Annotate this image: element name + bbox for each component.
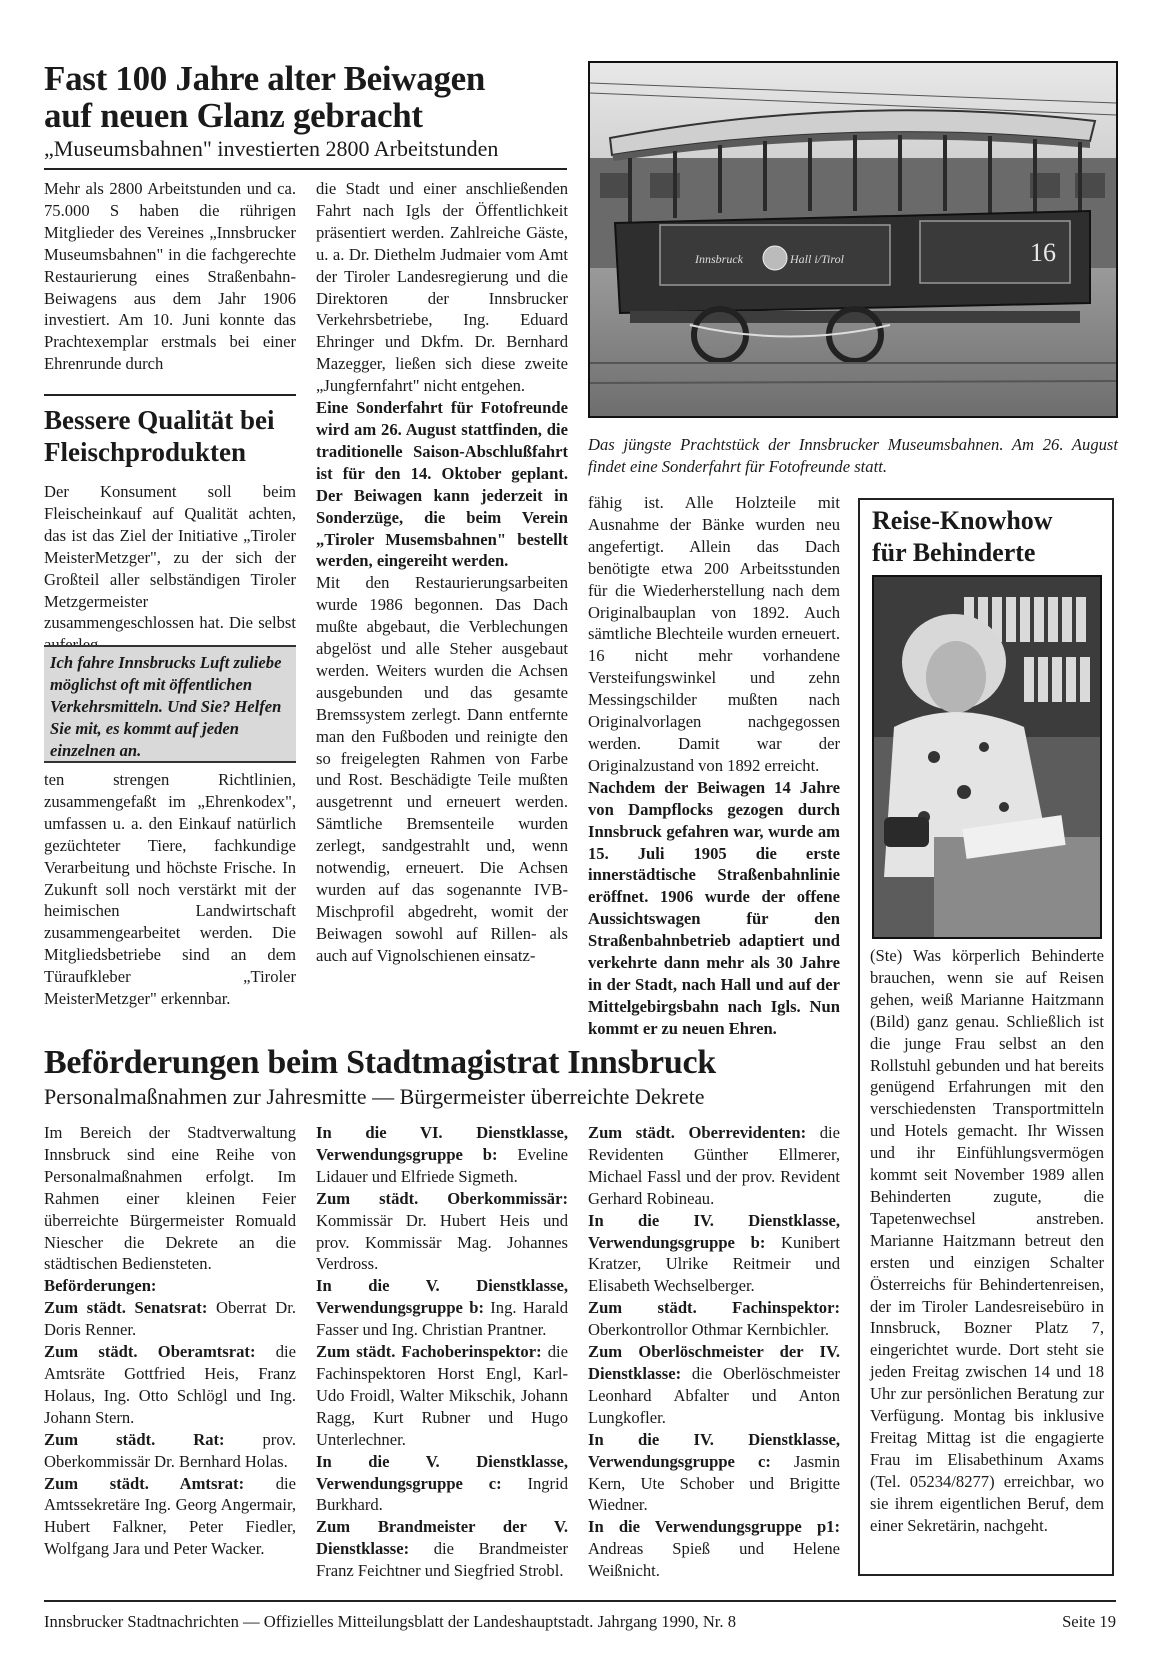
tram-photo-caption: Das jüngste Prachtstück der Innsbrucker Museumsbahnen. Am 26. August findet eine Sonderfahrt für Fotofreunde statt. — [588, 435, 1118, 476]
sidebar-title-line1: Reise-Knowhow — [872, 506, 1053, 535]
tram-number: 16 — [1030, 238, 1056, 267]
article1-title-line1: Fast 100 Jahre alter Beiwagen — [44, 59, 486, 98]
entry-text: die Amtsräte Gottfried Heis, Franz Holaus, Ing. Otto Schlögl und Ing. Johann Stern. — [44, 1342, 296, 1427]
portrait-photo — [872, 575, 1102, 939]
article2-title-line2: Fleischprodukten — [44, 437, 247, 467]
entry-label: In die IV. Dienstklasse, Verwendungsgruppe b: — [588, 1210, 840, 1252]
tram-sign-right: Hall i/Tirol — [790, 252, 844, 266]
entry-label: Zum städt. Fachinspektor: — [588, 1298, 840, 1318]
article2-body-a — [44, 481, 296, 656]
entry-label: Zum städt. Oberamtsrat: — [44, 1342, 256, 1362]
footer-rule — [44, 1600, 1116, 1602]
article3-col3-entry — [588, 1341, 840, 1429]
article3-col2 — [316, 1122, 568, 1582]
entry-text: die Revidenten Günther Ellmerer, Michael Fassl und der prov. Revident Gerhard Robineau. — [588, 1123, 840, 1208]
tram-photo — [588, 61, 1118, 418]
article3-col3 — [588, 1122, 840, 1582]
article3-title: Beförderungen beim Stadtmagistrat Innsbruck — [44, 1044, 716, 1081]
entry-text: die Amtssekretäre Ing. Georg Angermair, Hubert Falkner, Peter Fiedler, Wolfgang Jara und Peter Wacker. — [44, 1473, 297, 1559]
entry-text: die Fachinspektoren Horst Engl, Karl-Udo Froidl, Walter Mikschik, Johann Ragg, Kurt Rubner und Hugo Unterlechner. — [316, 1342, 568, 1449]
article3-col3-entry — [588, 1122, 840, 1210]
coat-of-arms-icon — [763, 246, 787, 270]
article2-body-b — [44, 769, 296, 1010]
sidebar-body-text: (Ste) Was körperlich Behinderte brauchen, wenn sie auf Reisen gehen, weiß Marianne Haitzmann (Bild) ganz genau. Schließlich ist die junge Frau selbst an den Rollstuhl gebunden und hat bereits genügend Erfahrungen mit den verschiedensten Transportmitteln und Hotels gemacht. Ihr Wissen und ihr Einfühlungsvermögen kommt seit November 1989 allen Behinderten zugute, die Tapetenwechsel anstreben. Marianne Haitzmann betreut den ersten und einzigen Schalter Österreichs für Behindertenreisen, der im Tiroler Landesreisebüro in Innsbruck, Bozner Platz 7, eingerichtet wurde. Dort steht sie jeden Freitag zwischen 14 und 18 Uhr zur persönlichen Beratung zur Verfügung. Montag bis inklusive Freitag Mittag ist die engagierte Frau im Elisabethinum Axams (Tel. 05234/8277) erreichbar, wo sie ihrem eigentlichen Beruf, dem einer Sekretärin, nachgeht. — [870, 946, 1104, 1535]
sidebar-body — [870, 945, 1104, 1536]
article2-title-line1: Bessere Qualität bei — [44, 405, 275, 435]
entry-text: Eveline Lidauer und Elfriede Sigmeth. — [316, 1144, 568, 1186]
entry-text: Jasmin Kern, Ute Schober und Brigitte Wiedner. — [588, 1451, 840, 1515]
entry-label: In die Verwendungsgruppe p1: — [588, 1517, 840, 1537]
article1-col2-bold — [316, 397, 568, 572]
entry-label: Zum Brandmeister der V. Dienstklasse: — [316, 1517, 568, 1559]
article1-col1-text: Mehr als 2800 Arbeitstunden und ca. 75.000 S haben die rührigen Mitglieder des Vereines „Innsbrucker Museumsbahnen" in die fachgerechte Restaurierung eines Straßenbahn-Beiwagens aus dem Jahr 1906 investiert. Am 10. Juni konnte das Prachtexemplar erstmals bei einer Ehrenrunde durch — [44, 179, 296, 374]
entry-text: Oberkontrollor Othmar Kernbichler. — [588, 1320, 829, 1340]
entry-label: Zum städt. Amtsrat: — [44, 1473, 245, 1493]
entry-text: die Oberlöschmeister Leonhard Abfalter und Anton Lungkofler. — [588, 1363, 840, 1427]
article2-title — [44, 404, 296, 468]
entry-label: In die V. Dienstklasse, Verwendungsgruppe c: — [316, 1451, 568, 1493]
article3-col2-entry — [316, 1341, 568, 1451]
article3-col2-entry — [316, 1122, 568, 1188]
article1-col2-text-b: Mit den Restaurierungsarbeiten wurde 1986 begonnen. Das Dach mußte abgebaut, die Verblechungen abgelöst und alle Steher ausgebaut werden. Weiters wurden die Achsen ausgebunden und das gesamte Bremssystem zerlegt. Dann entfernte man den Fußboden und reinigte den so freigelegten Rahmen von Farbe und Rost. Beschädigte Teile mußten ausgetrennt und erneuert werden. Sämtliche Bremsenteile wurden zerlegt, sandgestrahlt und, wenn notwendig, erneuert. Die Achsen wurden auf das sogenannte IVB-Mischprofil abgedreht, womit der Beiwagen sowohl auf Rillen- als auch auf Vignolschienen einsatz- — [316, 573, 568, 965]
entry-label: Zum städt. Oberkommissär: — [316, 1188, 568, 1208]
article3-col2-entry — [316, 1188, 568, 1276]
article1-col2 — [316, 178, 568, 967]
article1-col1 — [44, 178, 296, 375]
entry-label: Zum Oberlöschmeister der IV. Dienstklasse: — [588, 1342, 840, 1383]
entry-text: Oberrat Dr. Doris Renner. — [44, 1298, 297, 1340]
article1-title-line2: auf neuen Glanz gebracht — [44, 96, 423, 135]
tram-illustration — [590, 63, 1116, 416]
article3-col1-entry — [44, 1297, 296, 1341]
entry-label: In die V. Dienstklasse, Verwendungsgruppe b: — [316, 1276, 568, 1318]
article3-heading — [44, 1275, 296, 1297]
article3-col1-entry — [44, 1341, 296, 1429]
article3-subtitle: Personalmaßnahmen zur Jahresmitte — Bürgermeister überreichte Dekrete — [44, 1084, 705, 1109]
article3-col2-entry — [316, 1516, 568, 1582]
entry-text: Andreas Spieß und Helene Weißnicht. — [588, 1539, 840, 1581]
article3-col3-entry — [588, 1210, 840, 1298]
sidebar-title-line2: für Behinderte — [872, 538, 1036, 567]
entry-label: Zum städt. Oberrevidenten: — [588, 1123, 807, 1142]
entry-label: In die IV. Dienstklasse, Verwendungsgruppe c: — [588, 1429, 840, 1471]
article3-intro: Im Bereich der Stadtverwaltung Innsbruck sind eine Reihe von Personalmaßnahmen erfolgt. Im Rahmen einer kleinen Feier überreichte Bürgermeister Romuald Niescher die Dekrete an die städtischen Bediensteten. — [44, 1123, 296, 1274]
article1-col3 — [588, 492, 840, 1040]
article1-col3-text-a: fähig ist. Alle Holzteile mit Ausnahme der Bänke wurden neu angefertigt. Allein das Dach benötigte etwa 200 Arbeitsstunden für die Wiederherstellung nach dem Originalbauplan von 1892. Auch sämtliche Blechteile wurden erneuert. 16 nicht mehr vorhandene Versteifungswinkel und zehn Messingschilder mußten nach Originalvorlagen nachgegossen werden. Damit war der Originalzustand von 1892 erreicht. — [588, 493, 840, 775]
article2-body-b-text: ten strengen Richtlinien, zusammengefaßt im „Ehrenkodex", umfassen u. a. den Einkauf natürlich gezüchteter Tiere, fachkundige Verarbeitung und höchste Frische. In Zukunft soll noch verstärkt mit der heimischen Landwirtschaft zusammengearbeitet werden. Die Mitgliedsbetriebe sind an dem Türaufkleber „Tiroler MeisterMetzger" erkennbar. — [44, 770, 296, 1009]
portrait-illustration — [874, 577, 1100, 937]
article1-title — [44, 60, 564, 134]
article3-col3-entry — [588, 1516, 840, 1582]
article1-col2-text-a: die Stadt und einer anschließenden Fahrt nach Igls der Öffentlichkeit präsentiert werden. Zahlreiche Gäste, u. a. Dr. Diethelm Judmaier vom Amt der Tiroler Landesregierung und die Direktoren der Innsbrucker Verkehrsbetriebe, Ing. Eduard Ehringer und Dkfm. Dr. Bernhard Mazegger, ließen sich diese zweite „Jungfernfahrt" nicht entgehen. — [316, 179, 568, 396]
article3-col2-entry — [316, 1451, 568, 1517]
transit-quote-text: Ich fahre Innsbrucks Luft zuliebe möglichst oft mit öffentlichen Verkehrsmitteln. Und Sie? Helfen Sie mit, es kommt auf jeden einzelnen an. — [50, 653, 282, 760]
entry-text: prov. Oberkommissär Dr. Bernhard Holas. — [44, 1429, 296, 1471]
entry-label: Zum städt. Senatsrat: — [44, 1298, 208, 1318]
article2-body-a-text: Der Konsument soll beim Fleischeinkauf auf Qualität achten, das ist das Ziel der Initiative „Tiroler MeisterMetzger", zu der sich der Großteil aller selbständigen Tiroler Metzgermeister zusammengeschlossen hat. Die selbst — [44, 482, 296, 633]
article1-col3-bold-text: Nachdem der Beiwagen 14 Jahre von Dampflocks gezogen durch Innsbruck gefahren war, wurde am 15. Juli 1905 die erste innerstädtische Straßenbahnlinie eröffnet. 1906 wurde der offene Aussichtswagen für den Straßenbahnbetrieb adaptiert und verkehrte dann mehr als 30 Jahre in der Stadt, nach Hall und auf der Mittelgebirgsbahn nach Igls. Nun kommt er zu neuen Ehren. — [588, 777, 840, 1038]
entry-text: die Brandmeister Franz Feichtner und Siegfried Strobl. — [316, 1539, 568, 1581]
entry-label: Zum städt. Fachoberinspektor: — [316, 1342, 542, 1362]
entry-text: Ingrid Burkhard. — [316, 1473, 568, 1515]
entry-label: In die VI. Dienstklasse, Verwendungsgruppe b: — [316, 1123, 568, 1164]
article1-col3-bold — [588, 777, 840, 1040]
article3-col3-entry — [588, 1429, 840, 1517]
entry-text: Kunibert Kratzer, Ulrike Reitmeir und Elisabeth Wechselberger. — [588, 1232, 840, 1296]
article3-col1-entry — [44, 1429, 296, 1473]
sidebar-title — [872, 505, 1104, 569]
article1-subtitle: „Museumsbahnen" investierten 2800 Arbeitstunden — [44, 136, 499, 161]
article3-col1 — [44, 1122, 296, 1560]
tram-sign-left: Innsbruck — [695, 252, 743, 266]
entry-text: Ing. Harald Fasser und Ing. Christian Prantner. — [316, 1298, 568, 1340]
article3-heading-text: Beförderungen: — [44, 1276, 157, 1296]
footer-publication: Innsbrucker Stadtnachrichten — Offizielles Mitteilungsblatt der Landeshauptstadt. Jahrgang 1990, Nr. 8 — [44, 1612, 737, 1631]
entry-text: Kommissär Dr. Hubert Heis und prov. Kommissär Mag. Johannes Verdross. — [316, 1210, 568, 1274]
entry-label: Zum städt. Rat: — [44, 1429, 225, 1449]
article3-col3-entry — [588, 1297, 840, 1341]
article2-rule — [44, 394, 296, 396]
transit-quote-box — [44, 645, 296, 763]
article1-col2-bold-text: Eine Sonderfahrt für Fotofreunde wird am 26. August stattfinden, die traditionelle Saison-Abschlußfahrt ist für den 14. Oktober geplant. Der Beiwagen kann jederzeit in Sonderzüge, die beim Verein „Tiroler Musemsbahnen" bestellt werden, eingereiht werden. — [316, 398, 568, 571]
article1-rule — [44, 168, 567, 170]
article3-col2-entry — [316, 1275, 568, 1341]
article3-col1-entry — [44, 1473, 296, 1561]
footer-page-number: Seite 19 — [1062, 1612, 1116, 1631]
